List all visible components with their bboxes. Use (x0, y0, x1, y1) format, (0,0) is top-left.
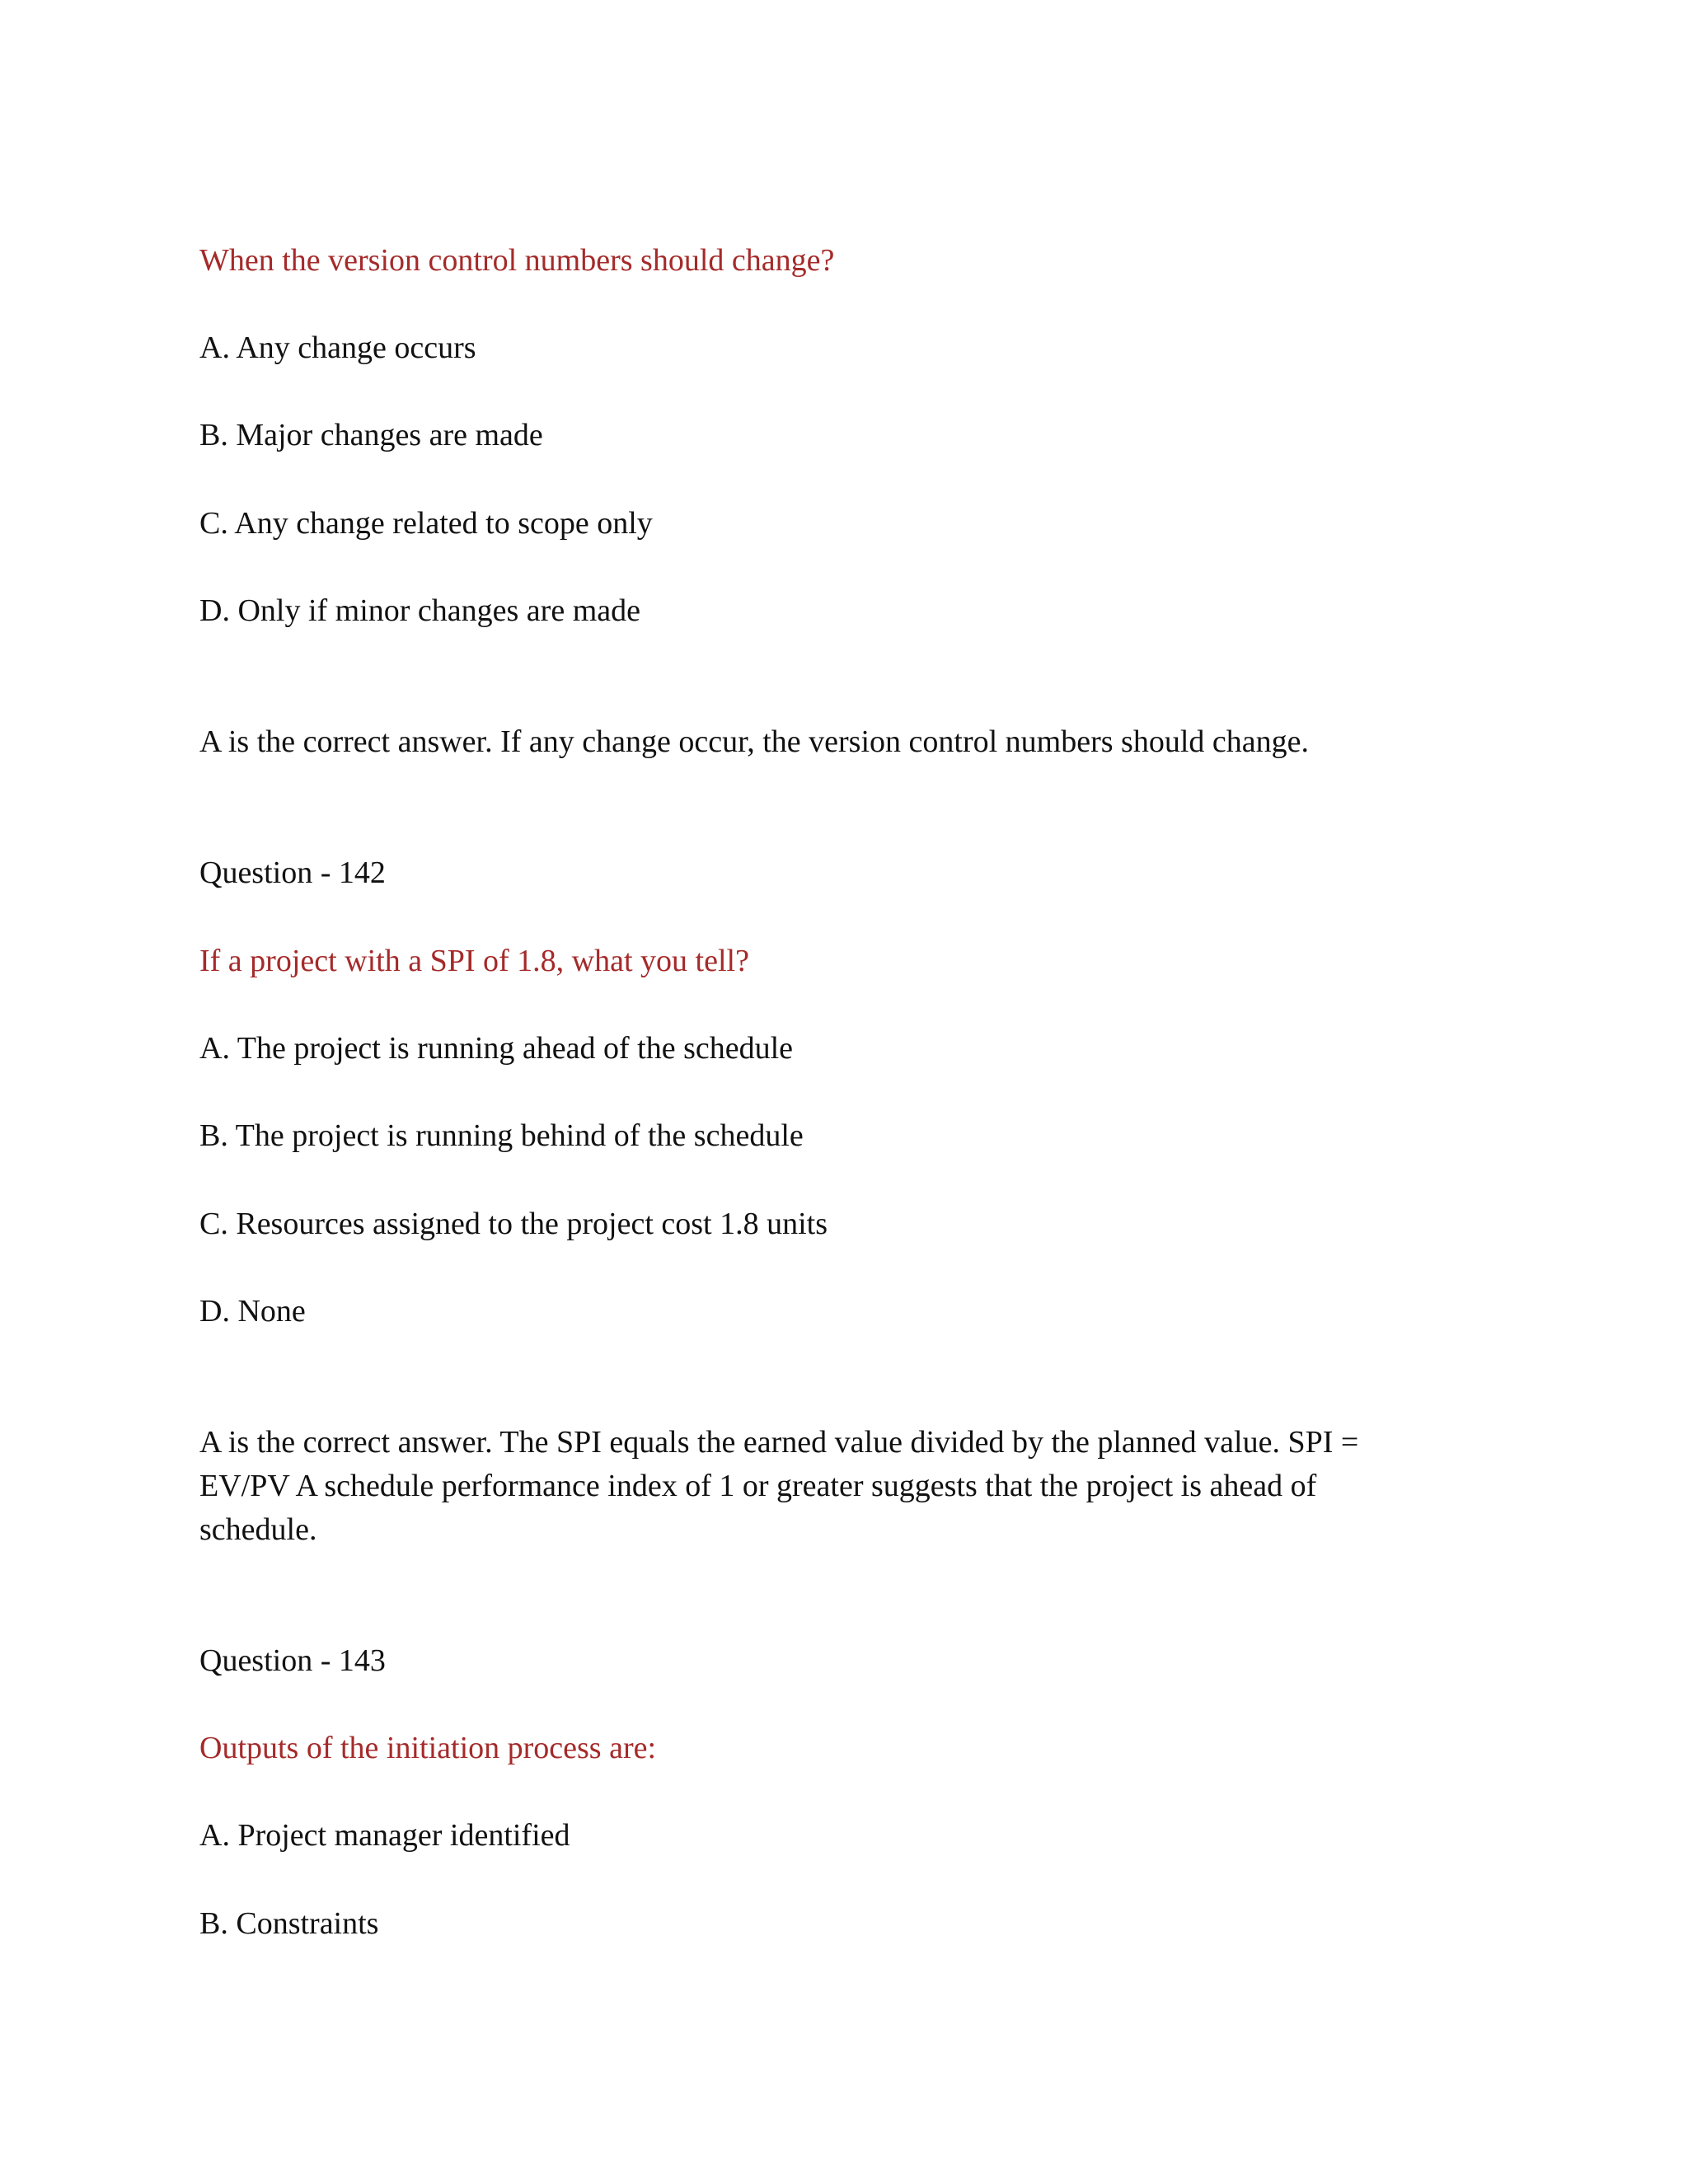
question-number: Question - 143 (199, 1643, 386, 1678)
answer-explanation: A is the correct answer. If any change occur, the version control numbers should change. (199, 724, 1309, 759)
answer-explanation-line: EV/PV A schedule performance index of 1 or greater suggests that the project is ahead of (199, 1469, 1317, 1503)
question-prompt: Outputs of the initiation process are: (199, 1731, 657, 1765)
answer-option: C. Resources assigned to the project cost 1.8 units (199, 1207, 828, 1241)
answer-option: A. Any change occurs (199, 330, 476, 365)
answer-explanation-line: schedule. (199, 1512, 317, 1547)
question-prompt: When the version control numbers should change? (199, 243, 835, 278)
answer-option: B. Constraints (199, 1906, 379, 1941)
answer-option: D. Only if minor changes are made (199, 593, 640, 628)
question-number: Question - 142 (199, 855, 386, 890)
answer-option: C. Any change related to scope only (199, 506, 653, 541)
answer-option: A. Project manager identified (199, 1818, 570, 1853)
answer-option: B. Major changes are made (199, 418, 543, 452)
answer-option: A. The project is running ahead of the schedule (199, 1031, 794, 1066)
question-prompt: If a project with a SPI of 1.8, what you tell? (199, 944, 749, 978)
answer-explanation-line: A is the correct answer. The SPI equals the earned value divided by the planned value. SPI = (199, 1425, 1359, 1460)
answer-option: B. The project is running behind of the schedule (199, 1118, 804, 1153)
answer-option: D. None (199, 1294, 306, 1329)
